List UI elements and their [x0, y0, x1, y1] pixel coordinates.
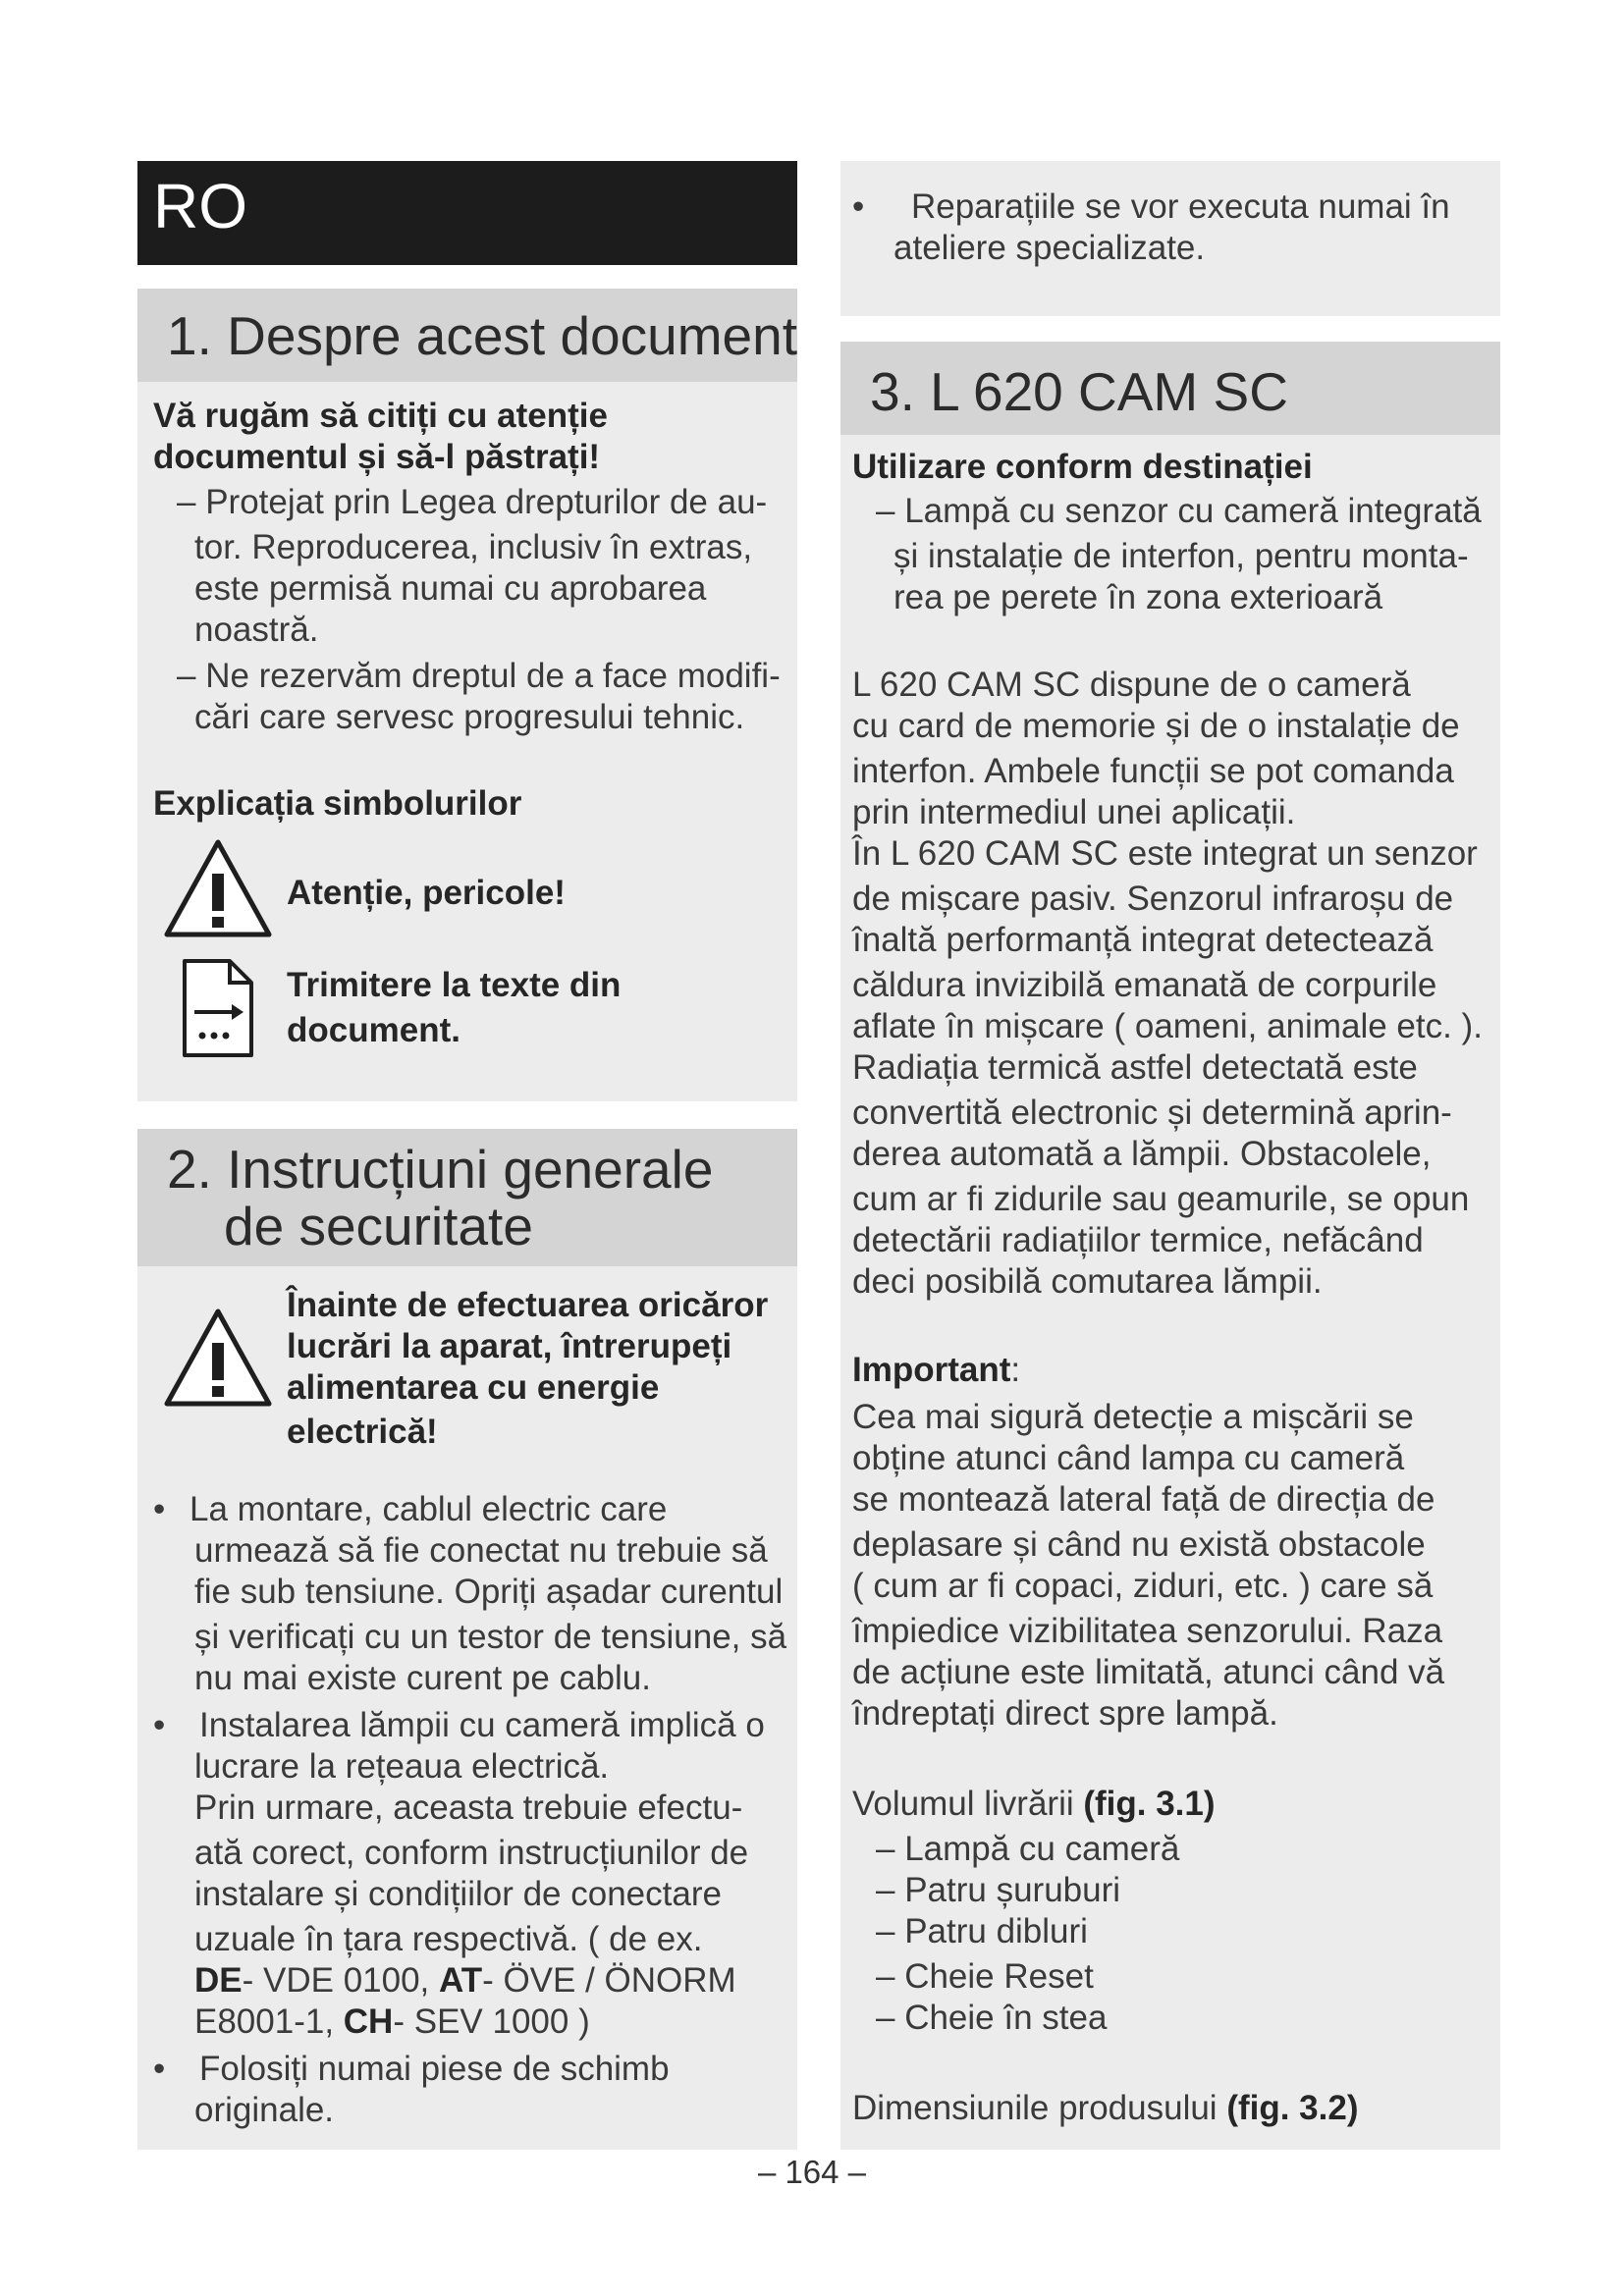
important-line-1: Cea mai sigură detecție a mișcării se: [852, 1398, 1414, 1436]
safety-warning-line-1: Înainte de efectuarea oricăror: [287, 1286, 769, 1324]
bullet-2-line-1: Instalarea lămpii cu cameră implică o: [199, 1706, 765, 1744]
important-line-7: de acțiune este limitată, atunci când vă: [852, 1653, 1445, 1691]
delivery-label: Volumul livrării: [852, 1785, 1084, 1823]
description-line-5: În L 620 CAM SC este integrat un senzor: [852, 834, 1478, 873]
description-line-3: interfon. Ambele funcții se pot comanda: [852, 752, 1454, 790]
bullet-2-line-5: instalare și condițiilor de conectare: [194, 1875, 722, 1913]
important-colon: :: [1010, 1351, 1021, 1389]
language-tag: [137, 161, 797, 265]
bullet-2-line-2: lucrare la rețeaua electrică.: [194, 1747, 610, 1786]
warning-icon: [161, 836, 275, 940]
important-line-2: obține atunci când lampa cu cameră: [852, 1439, 1405, 1477]
warning-label: Atenție, pericole!: [287, 874, 566, 912]
dimensions-heading: [852, 2087, 1359, 2129]
safety-warning-line-2: lucrări la aparat, întrerupeți: [287, 1327, 732, 1365]
norm-at-text: - ÖVE / ÖNORM: [482, 1961, 736, 2000]
section-3-header: [840, 342, 1500, 435]
bullet-2-norms-line-2: [194, 2001, 590, 2043]
delivery-heading: [852, 1783, 1216, 1825]
description-line-9: aflate în mișcare ( oameni, animale etc. ).: [852, 1007, 1483, 1045]
bullet-1-line-5: nu mai existe curent pe cablu.: [194, 1659, 651, 1697]
section-2-title-line-2: de securitate: [224, 1196, 533, 1256]
important-line-4: deplasare și când nu există obstacole: [852, 1525, 1426, 1564]
description-line-6: de mișcare pasiv. Senzorul infraroșu de: [852, 880, 1454, 918]
important-line-5: ( cum ar fi copaci, ziduri, etc. ) care să: [852, 1567, 1434, 1605]
bullet-2-line-6: uzuale în țara respectivă. ( de ex.: [194, 1920, 703, 1958]
description-line-12: derea automată a lămpii. Obstacolele,: [852, 1135, 1432, 1173]
section-1-intro-line-1: Vă rugăm să citiți cu atenție: [153, 397, 608, 435]
usage-line-1: – Lampă cu senzor cu cameră integrată: [876, 492, 1482, 530]
bullet-icon: •: [153, 1706, 166, 1744]
delivery-item-4: – Cheie Reset: [876, 1957, 1094, 1996]
symbols-heading: Explicația simbolurilor: [153, 784, 522, 823]
bullet-2-line-4: ată corect, conform instrucțiunilor de: [194, 1834, 749, 1872]
section-2-title-line-1: 2. Instrucțiuni generale: [167, 1139, 714, 1200]
usage-line-2: și instalație de interfon, pentru monta-: [893, 537, 1469, 575]
usage-heading: Utilizare conform destinației: [852, 448, 1313, 486]
section-2-header: [137, 1129, 797, 1266]
section-1-header: [137, 289, 797, 382]
section-1-item-1-line-2: tor. Reproducerea, inclusiv în extras,: [194, 528, 753, 566]
description-line-8: căldura invizibilă emanată de corpurile: [852, 966, 1437, 1004]
important-line-3: se montează lateral față de direcția de: [852, 1480, 1435, 1519]
description-line-14: detectării radiațiilor termice, nefăcând: [852, 1221, 1424, 1259]
section-1-item-2-line-2: cări care servesc progresului tehnic.: [194, 698, 745, 736]
delivery-item-3: – Patru dibluri: [876, 1912, 1088, 1950]
norm-de-text: - VDE 0100,: [242, 1961, 440, 2000]
document-reference-icon: [181, 957, 255, 1059]
bullet-icon: •: [852, 187, 865, 226]
repairs-note-line-2: ateliere specializate.: [893, 229, 1206, 267]
warning-icon: [161, 1306, 275, 1410]
section-1-item-1-line-4: noastră.: [194, 611, 319, 649]
bullet-3-line-2: originale.: [194, 2091, 335, 2129]
norm-country-ch: CH: [343, 2002, 394, 2041]
reference-label-line-1: Trimitere la texte din: [287, 966, 622, 1004]
description-line-2: cu card de memorie și de o instalație de: [852, 707, 1460, 745]
description-line-13: cum ar fi zidurile sau geamurile, se opun: [852, 1180, 1470, 1218]
description-line-1: L 620 CAM SC dispune de o cameră: [852, 666, 1411, 704]
bullet-2-norms-line-1: [194, 1959, 736, 2002]
bullet-3-line-1: Folosiți numai piese de schimb: [199, 2050, 670, 2088]
section-1-title: 1. Despre acest document: [167, 305, 798, 366]
delivery-item-1: – Lampă cu cameră: [876, 1830, 1180, 1868]
bullet-1-line-1: La montare, cablul electric care: [189, 1490, 668, 1528]
page-number: – 164 –: [757, 2154, 867, 2190]
bullet-1-line-2: urmează să fie conectat nu trebuie să: [194, 1531, 768, 1570]
bullet-1-line-4: și verificați cu un testor de tensiune, să: [194, 1618, 787, 1656]
bullet-1-line-3: fie sub tensiune. Opriți așadar curentul: [194, 1573, 784, 1611]
dimensions-figure-ref: (fig. 3.2): [1226, 2089, 1359, 2127]
norm-ch-text: - SEV 1000 ): [393, 2002, 590, 2041]
bullet-icon: •: [153, 1490, 166, 1528]
description-line-7: înaltă performanță integrat detectează: [852, 921, 1434, 959]
section-1-intro-line-2: documentul și să-l păstrați!: [153, 438, 601, 476]
bullet-icon: •: [153, 2050, 166, 2088]
section-1-item-2-line-1: – Ne rezervăm dreptul de a face modifi-: [177, 657, 781, 695]
safety-warning-line-3: alimentarea cu energie: [287, 1368, 660, 1407]
description-line-11: convertită electronic și determină aprin-: [852, 1094, 1452, 1132]
section-1-item-1-line-3: este permisă numai cu aprobarea: [194, 569, 707, 608]
section-1-item-1-line-1: – Protejat prin Legea drepturilor de au-: [177, 483, 768, 521]
reference-label-line-2: document.: [287, 1011, 460, 1049]
important-heading: [852, 1349, 1020, 1391]
section-3-title: 3. L 620 CAM SC: [870, 361, 1288, 422]
important-line-8: îndreptați direct spre lampă.: [852, 1694, 1278, 1733]
description-line-15: deci posibilă comutarea lămpii.: [852, 1262, 1323, 1301]
description-line-10: Radiația termică astfel detectată este: [852, 1048, 1418, 1087]
repairs-note-line-1: Reparațiile se vor executa numai în: [911, 187, 1450, 226]
usage-line-3: rea pe perete în zona exterioară: [893, 578, 1383, 616]
delivery-item-2: – Patru șuruburi: [876, 1871, 1121, 1909]
important-line-6: împiedice vizibilitatea senzorului. Raza: [852, 1612, 1443, 1650]
dimensions-label: Dimensiunile produsului: [852, 2089, 1227, 2127]
description-line-4: prin intermediul unei aplicații.: [852, 793, 1296, 831]
norm-e8001-text: E8001-1,: [194, 2002, 344, 2041]
delivery-figure-ref: (fig. 3.1): [1083, 1785, 1216, 1823]
bullet-2-line-3: Prin urmare, aceasta trebuie efectu-: [194, 1789, 743, 1827]
delivery-item-5: – Cheie în stea: [876, 1999, 1108, 2037]
norm-country-de: DE: [194, 1961, 243, 2000]
important-label: Important: [852, 1351, 1011, 1389]
norm-country-at: AT: [439, 1961, 483, 2000]
language-tag-label: RO: [153, 171, 247, 241]
safety-warning-line-4: electrică!: [287, 1413, 438, 1451]
